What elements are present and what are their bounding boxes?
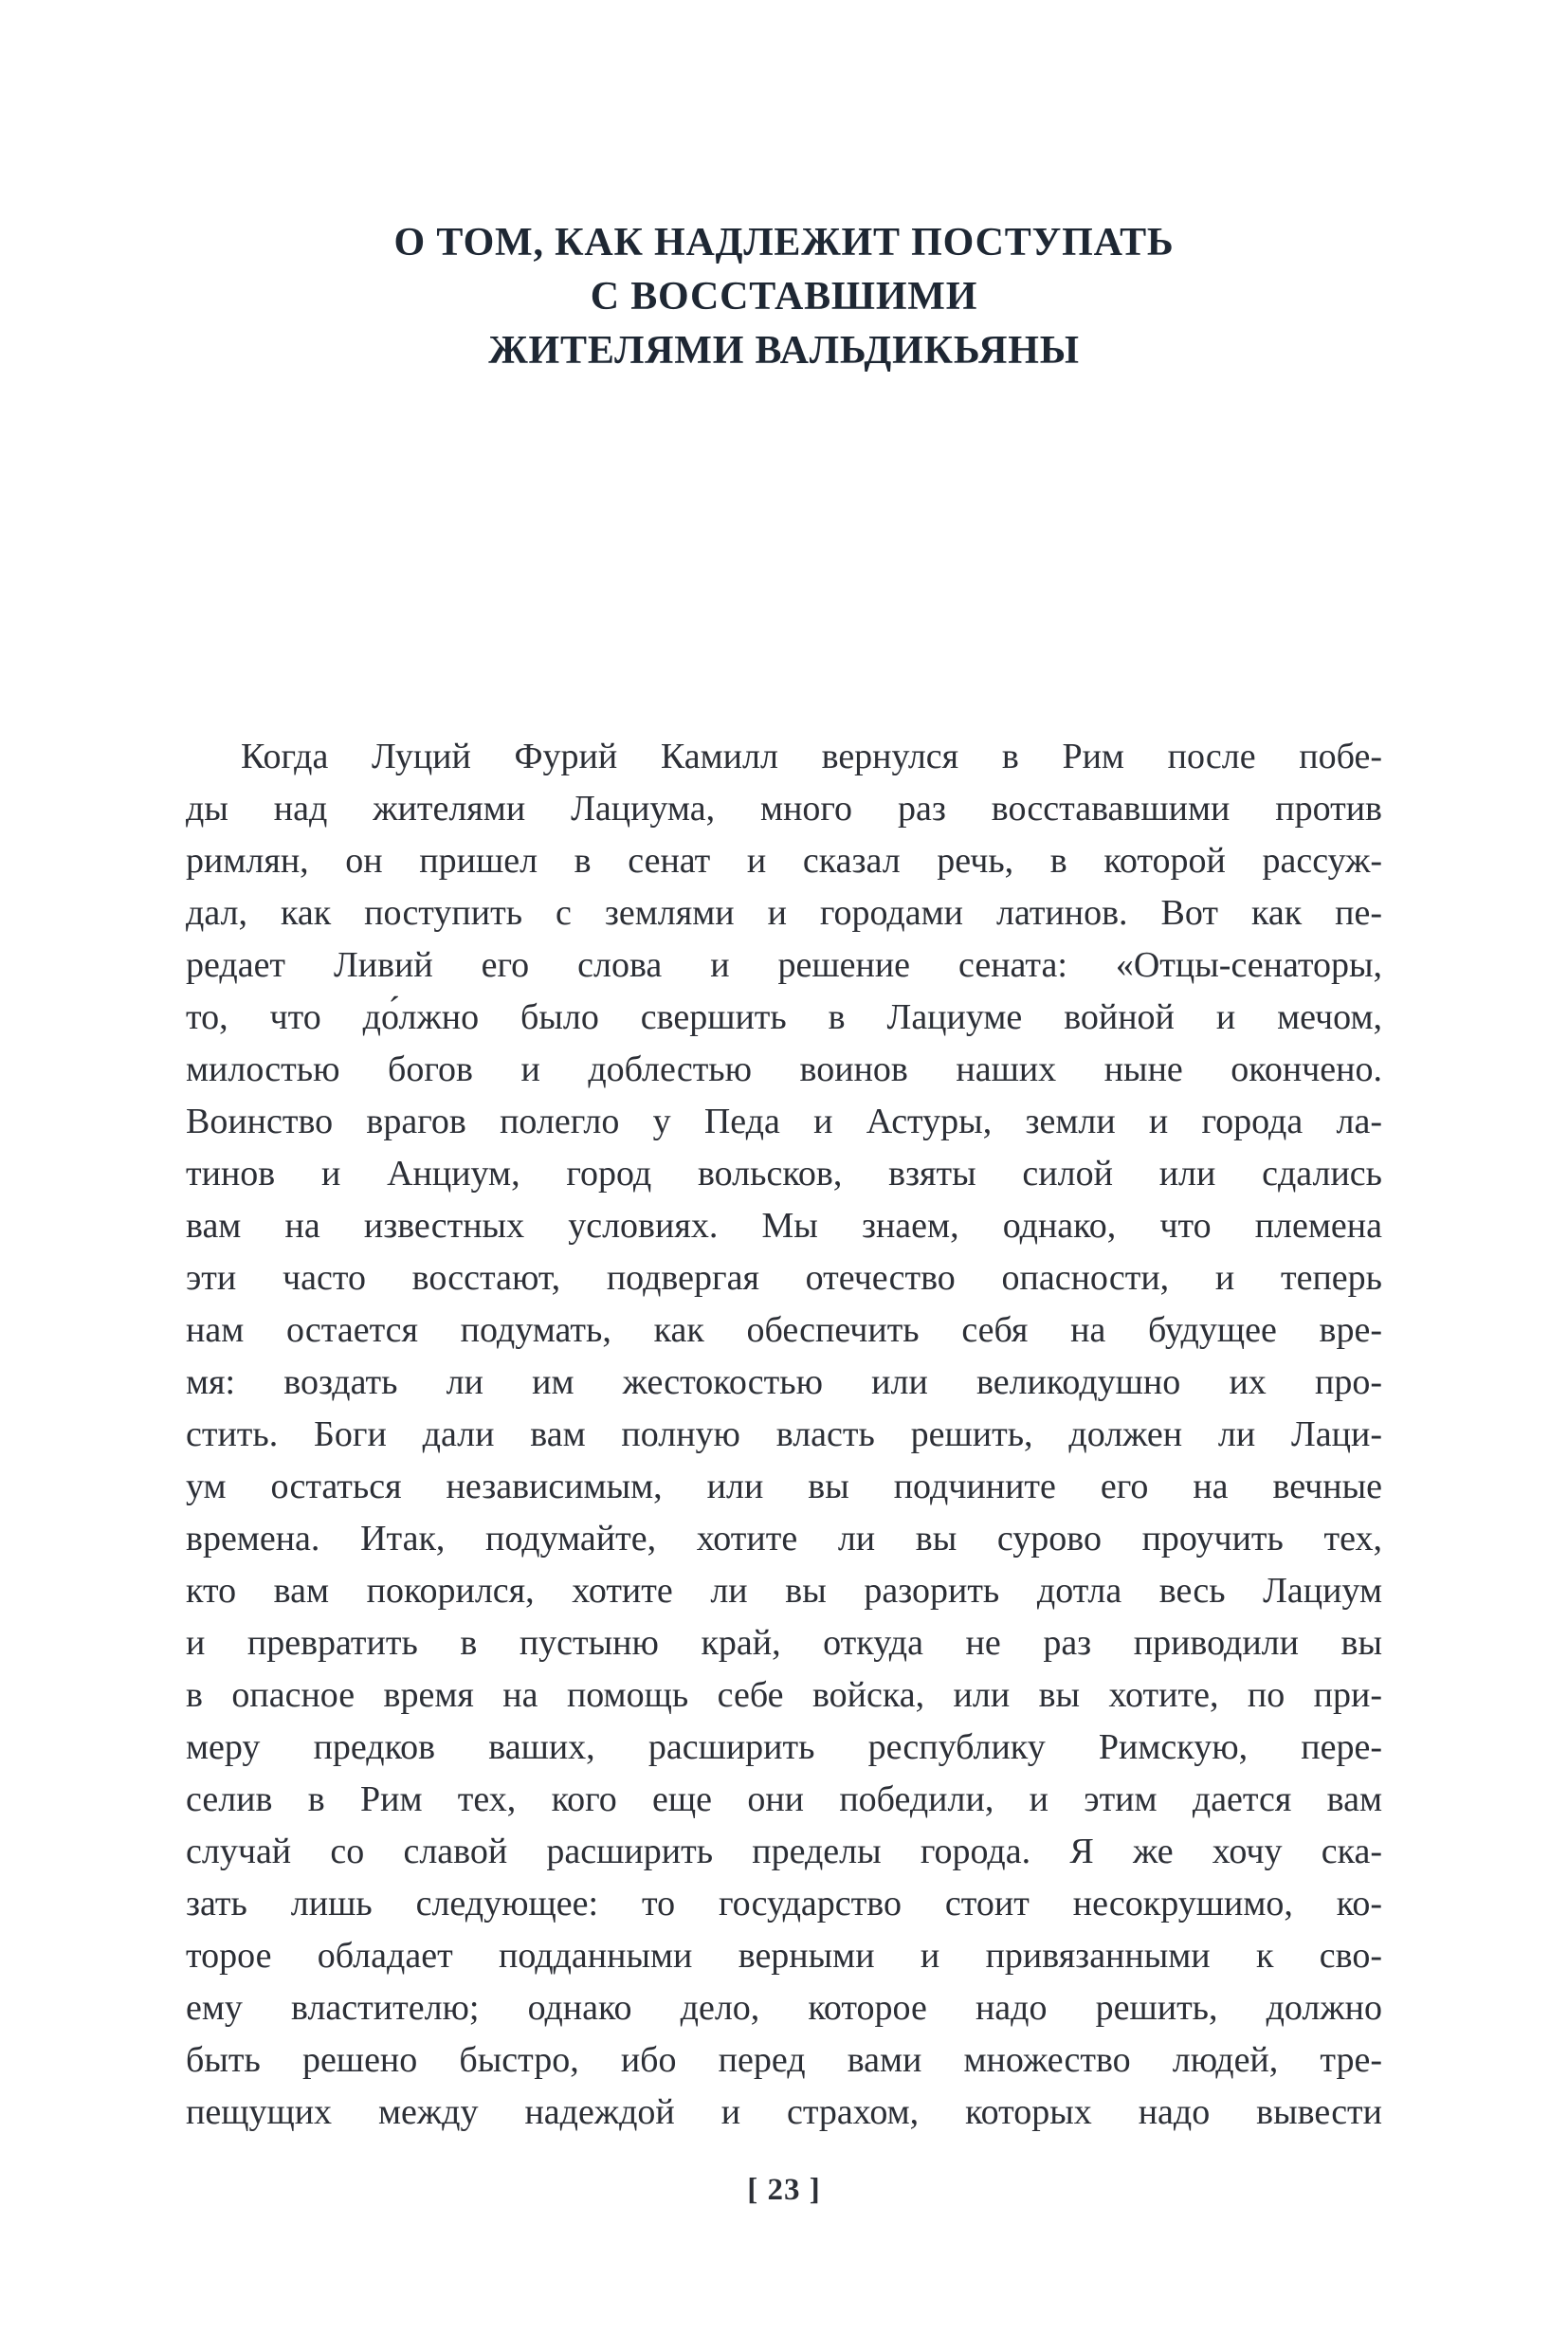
body-text-line: стить. Боги дали вам полную власть решить, должен ли Лаци- [186, 1414, 1382, 1454]
body-text-line: ды над жителями Лациума, много раз восстававшими против [186, 789, 1382, 829]
body-text-line: Когда Луций Фурий Камилл вернулся в Рим после побе- [241, 737, 1382, 776]
body-text [186, 731, 1382, 2139]
body-text-line: мя: воздать ли им жестокостью или великодушно их про- [186, 1362, 1382, 1402]
page-number: [ 23 ] [747, 2173, 821, 2207]
body-text-line: ему властителю; однако дело, которое надо решить, должно [186, 1988, 1382, 2028]
body-text-line: меру предков ваших, расширить республику Римскую, пере- [186, 1727, 1382, 1767]
body-text-line: кто вам покорился, хотите ли вы разорить дотла весь Лациум [186, 1571, 1382, 1611]
body-text-line: пещущих между надеждой и страхом, которых надо вывести [186, 2092, 1382, 2132]
body-text-line: зать лишь следующее: то государство стоит несокрушимо, ко- [186, 1884, 1382, 1924]
chapter-title-line: ЖИТЕЛЯМИ ВАЛЬДИКЬЯНЫ [488, 329, 1080, 373]
body-text-line: эти часто восстают, подвергая отечество опасности, и теперь [186, 1258, 1382, 1298]
body-text-line: редает Ливий его слова и решение сената: «Отцы-сенаторы, [186, 945, 1382, 985]
body-text-line: ум остаться независимым, или вы подчините его на вечные [186, 1467, 1382, 1506]
body-text-line: нам остается подумать, как обеспечить себя на будущее вре- [186, 1310, 1382, 1350]
body-text-line: Воинство врагов полегло у Педа и Астуры, земли и города ла- [186, 1102, 1382, 1141]
body-text-line: случай со славой расширить пределы города. Я же хочу ска- [186, 1832, 1382, 1871]
chapter-title-line: С ВОССТАВШИМИ [590, 275, 978, 319]
body-text-line: в опасное время на помощь себе войска, или вы хотите, по при- [186, 1675, 1382, 1715]
chapter-title [0, 0, 1568, 378]
body-text-line: торое обладает подданными верными и привязанными к сво- [186, 1936, 1382, 1976]
body-text-line: времена. Итак, подумайте, хотите ли вы сурово проучить тех, [186, 1519, 1382, 1559]
body-text-line: дал, как поступить с землями и городами латинов. Вот как пе- [186, 893, 1382, 933]
body-text-line: тинов и Анциум, город вольсков, взяты силой или сдались [186, 1154, 1382, 1194]
chapter-title-line: О ТОМ, КАК НАДЛЕЖИТ ПОСТУПАТЬ [393, 221, 1175, 264]
body-text-line: милостью богов и доблестью воинов наших ныне окончено. [186, 1049, 1382, 1089]
body-text-line: селив в Рим тех, кого еще они победили, и этим дается вам [186, 1779, 1382, 1819]
body-text-line: и превратить в пустыню край, откуда не раз приводили вы [186, 1623, 1382, 1663]
body-text-line: то, что до́лжно было свершить в Лациуме войной и мечом, [186, 997, 1382, 1037]
body-text-line: римлян, он пришел в сенат и сказал речь, в которой рассуж- [186, 841, 1382, 881]
body-text-line: вам на известных условиях. Мы знаем, однако, что племена [186, 1206, 1382, 1246]
body-text-line: быть решено быстро, ибо перед вами множество людей, тре- [186, 2040, 1382, 2080]
